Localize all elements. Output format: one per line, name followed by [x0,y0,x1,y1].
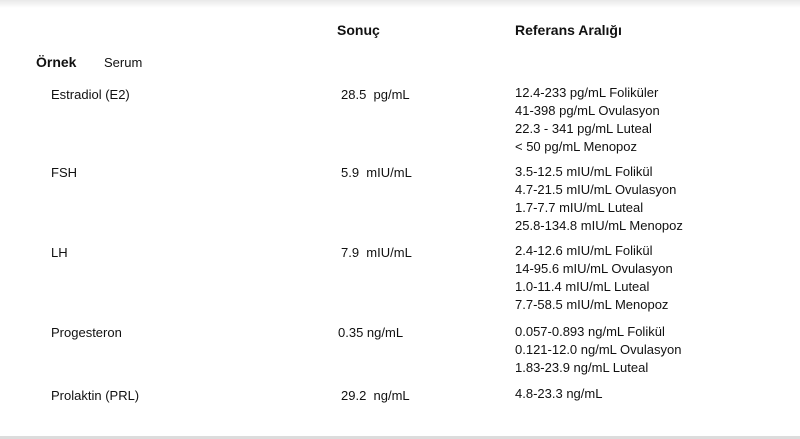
test-name-prolaktin: Prolaktin (PRL) [51,388,140,403]
test-result-progesteron: 0.35 ng/mL [338,325,404,340]
test-reference-progesteron [515,323,681,377]
test-name-lh: LH [51,245,68,260]
test-result-estradiol: 28.5 pg/mL [341,87,410,102]
reference-line: 1.0-11.4 mIU/mL Luteal [515,279,650,294]
reference-line: 3.5-12.5 mIU/mL Folikül [515,164,653,179]
test-reference-lh [515,242,673,314]
sample-value: Serum [104,55,143,70]
reference-line: 25.8-134.8 mIU/mL Menopoz [515,218,683,233]
test-name-fsh: FSH [51,165,77,180]
test-reference-fsh [515,163,683,235]
result-column-header: Sonuç [337,22,380,38]
test-name-progesteron: Progesteron [51,325,122,340]
reference-line: 4.7-21.5 mIU/mL Ovulasyon [515,182,677,197]
reference-line: 4.8-23.3 ng/mL [515,386,603,401]
reference-line: 14-95.6 mIU/mL Ovulasyon [515,261,673,276]
test-result-prolaktin: 29.2 ng/mL [341,388,410,403]
reference-line: 1.83-23.9 ng/mL Luteal [515,360,649,375]
reference-line: 41-398 pg/mL Ovulasyon [515,103,660,118]
reference-line: 0.057-0.893 ng/mL Folikül [515,324,665,339]
reference-line: 7.7-58.5 mIU/mL Menopoz [515,297,669,312]
reference-line: 2.4-12.6 mIU/mL Folikül [515,243,653,258]
test-reference-prolaktin [515,385,602,403]
test-result-fsh: 5.9 mIU/mL [341,165,412,180]
reference-line: 22.3 - 341 pg/mL Luteal [515,121,652,136]
reference-line: 1.7-7.7 mIU/mL Luteal [515,200,644,215]
page-top-edge [0,0,800,8]
reference-line: 0.121-12.0 ng/mL Ovulasyon [515,342,682,357]
sample-label: Örnek [36,54,77,70]
reference-column-header: Referans Aralığı [515,22,622,38]
reference-line: < 50 pg/mL Menopoz [515,139,638,154]
test-name-estradiol: Estradiol (E2) [51,87,130,102]
test-reference-estradiol [515,84,660,156]
reference-line: 12.4-233 pg/mL Foliküler [515,85,659,100]
test-result-lh: 7.9 mIU/mL [341,245,412,260]
